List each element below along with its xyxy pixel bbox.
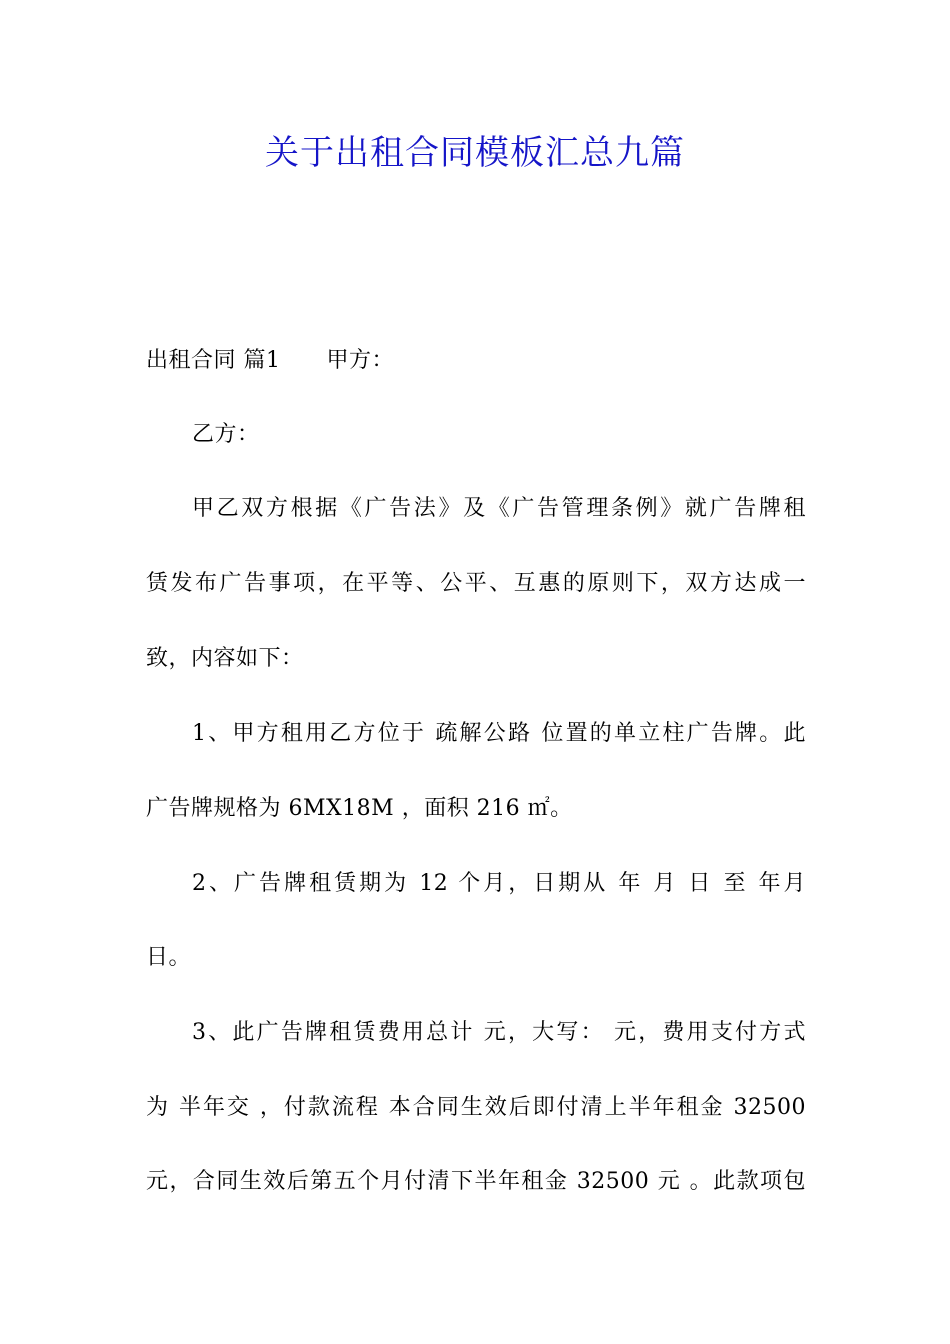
clause-3-line: 为 半年交 ，付款流程 本合同生效后即付清上半年租金 32500 [146,1095,806,1120]
clause-2-line: 2、广告牌租赁期为 12 个月，日期从 年 月 日 至 年月 [192,871,806,896]
contract-heading-line [146,343,806,379]
party-a-label: 甲方： [326,348,395,373]
paragraph-line: 赁发布广告事项，在平等、公平、互惠的原则下，双方达成一 [146,571,806,596]
clause-3-line: 3、此广告牌租赁费用总计 元，大写： 元，费用支付方式 [192,1020,806,1045]
contract-section-label: 出租合同 篇1 [146,348,281,373]
clause-1-line: 1、甲方租用乙方位于 疏解公路 位置的单立柱广告牌。此 [192,721,806,746]
document-title: 关于出租合同模板汇总九篇 [265,133,685,173]
clause-3-line: 元，合同生效后第五个月付清下半年租金 32500 元 。此款项包 [146,1169,806,1194]
clause-2-line: 日。 [146,945,192,970]
clause-1-line: 广告牌规格为 6MX18M ，面积 216 ㎡。 [146,796,573,821]
party-b-label: 乙方： [192,422,260,447]
paragraph-line: 致，内容如下： [146,646,304,671]
paragraph-line: 甲乙双方根据《广告法》及《广告管理条例》就广告牌租 [192,496,806,521]
